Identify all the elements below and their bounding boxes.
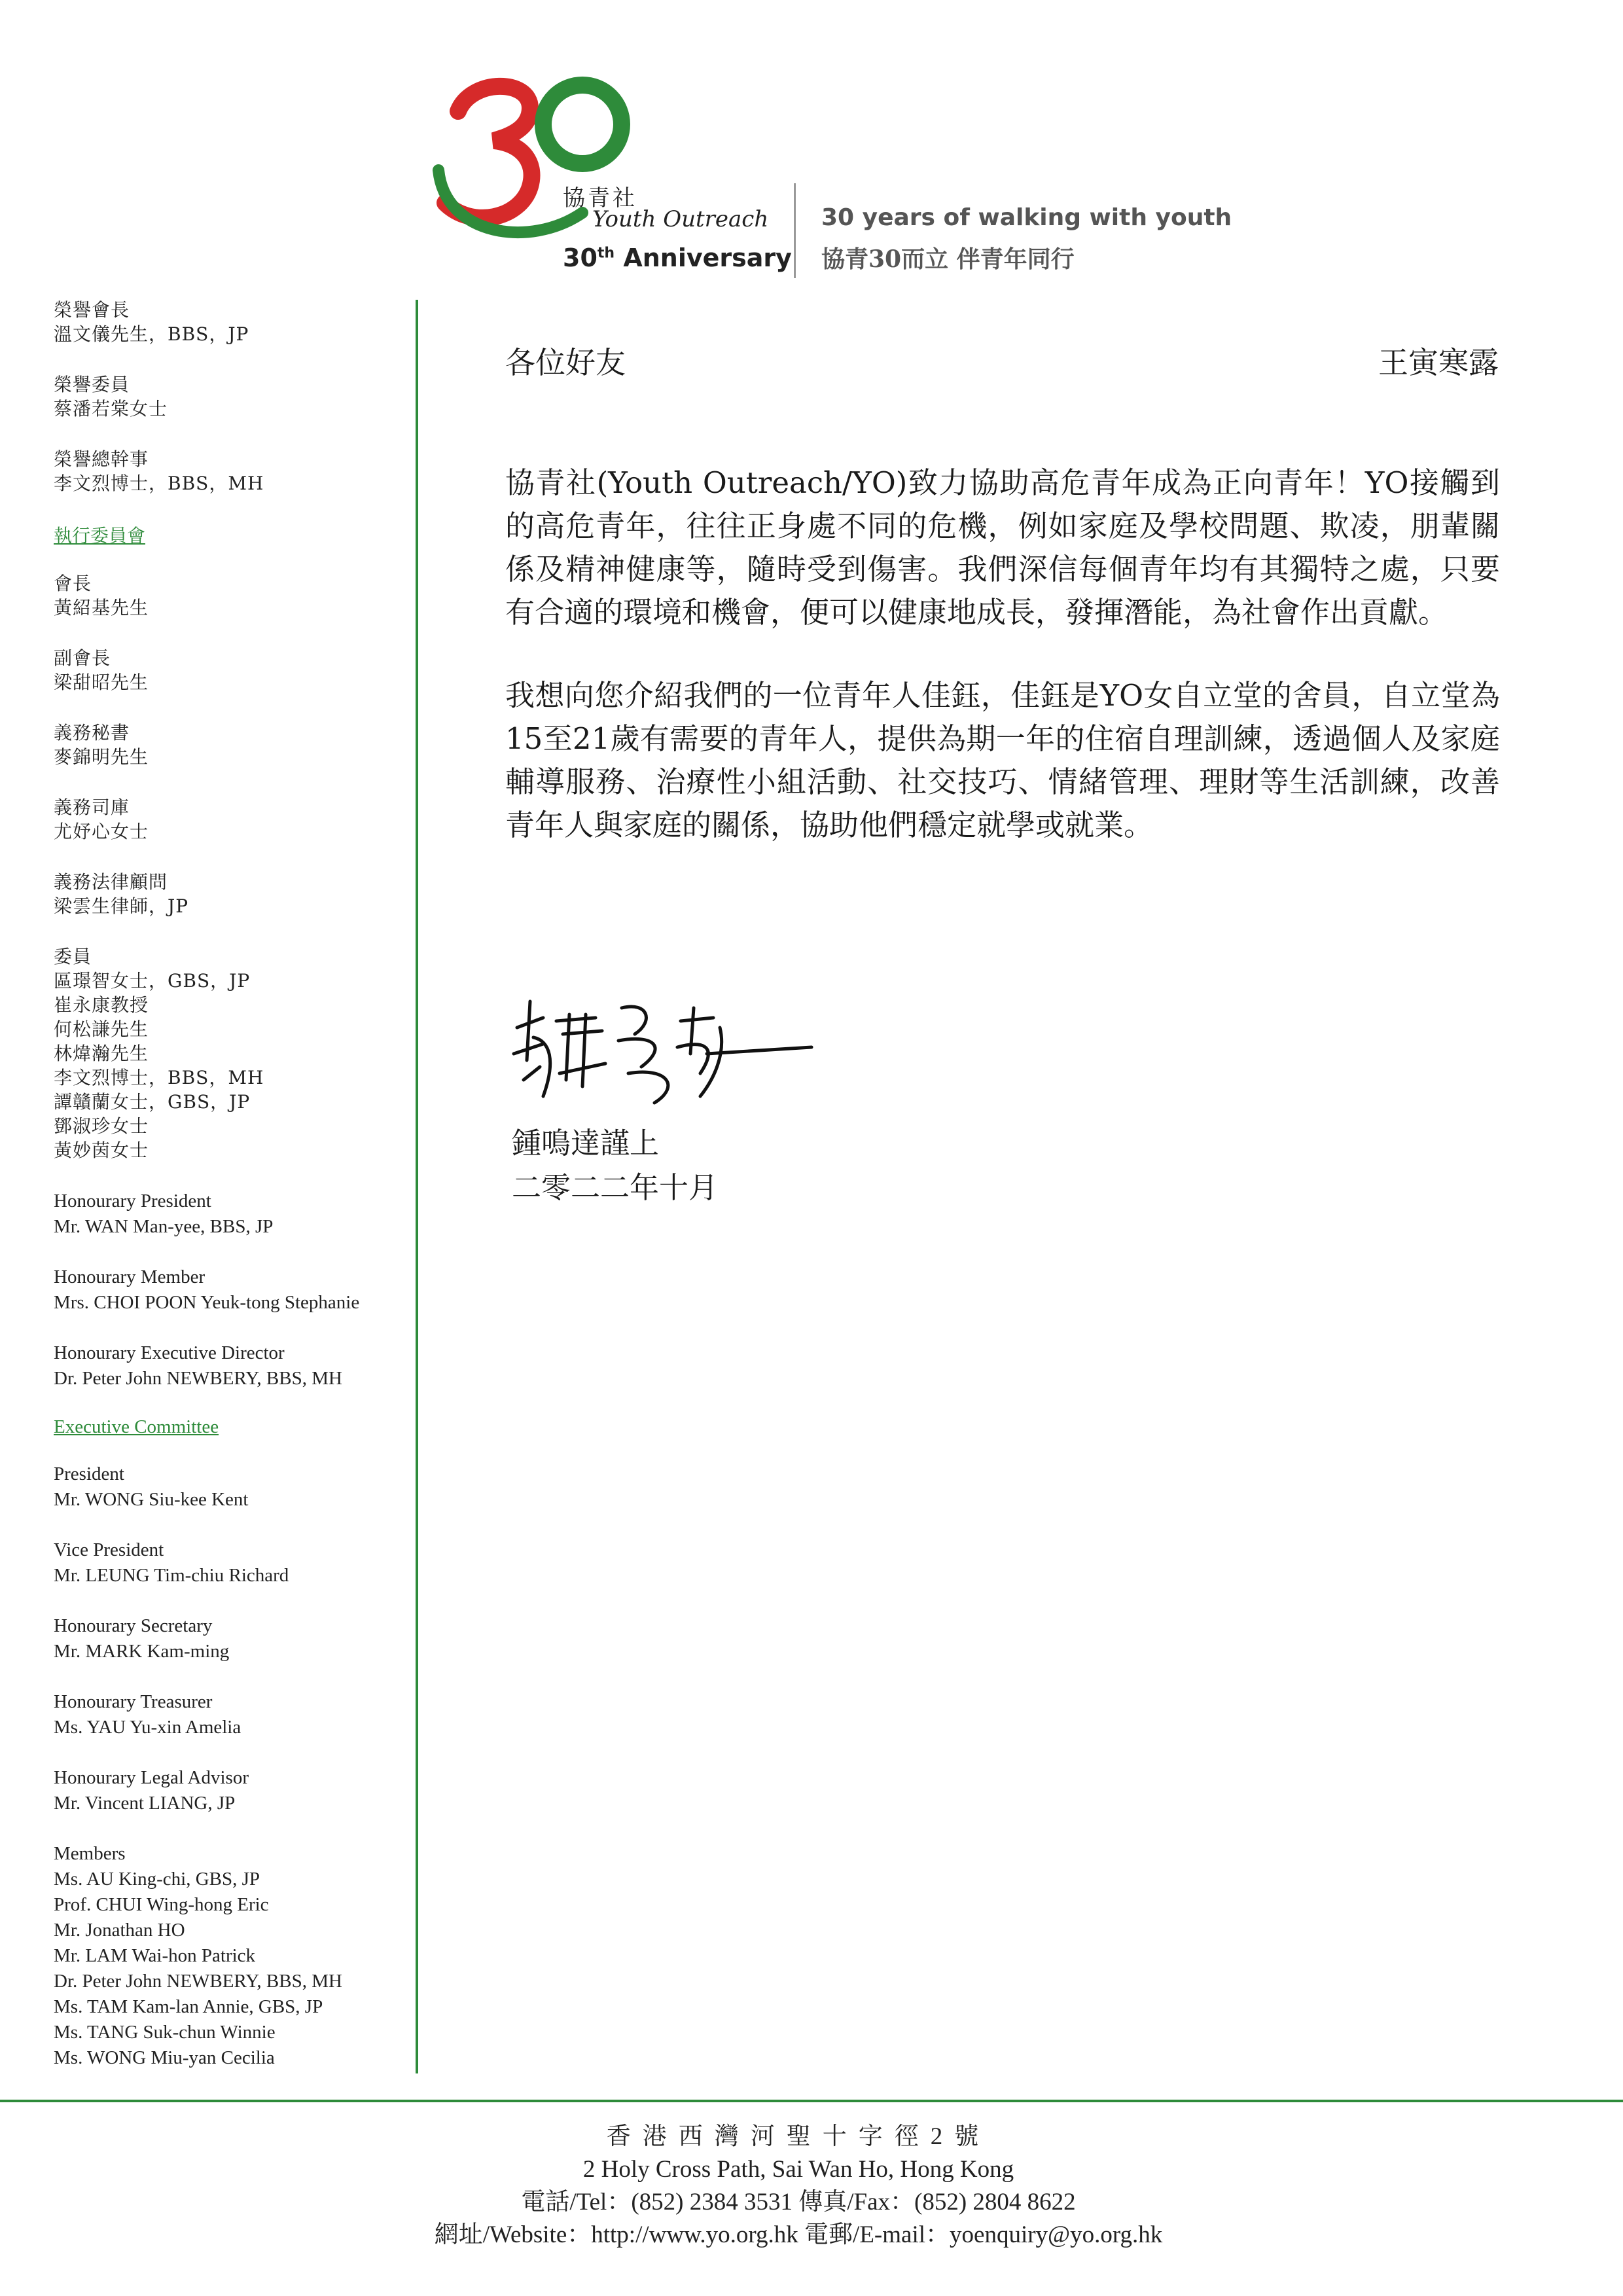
member-name: 溫文儀先生，BBS，JP <box>54 323 249 345</box>
role-group <box>54 795 407 844</box>
role-group <box>54 1265 407 1316</box>
member-name: 黃妙茵女士 <box>54 1139 149 1161</box>
anniversary-label <box>563 243 792 272</box>
member-name: 鄧淑珍女士 <box>54 1115 149 1137</box>
role-group <box>54 1689 407 1740</box>
member-name: Mrs. CHOI POON Yeuk-tong Stephanie <box>54 1292 360 1313</box>
role-group <box>54 1340 407 1391</box>
salutation: 各位好友 <box>505 345 626 380</box>
role-title: Honourary Member <box>54 1266 205 1287</box>
role-group <box>54 944 407 1162</box>
role-title: 委員 <box>54 946 92 967</box>
member-name: Ms. TAM Kam-lan Annie, GBS, JP <box>54 1996 323 2017</box>
logo-chinese-name: 協青社 <box>563 185 637 211</box>
role-group <box>54 1462 407 1513</box>
member-name: 區璟智女士，GBS，JP <box>54 970 251 992</box>
anniversary-logo <box>432 72 798 281</box>
member-name: 蔡潘若棠女士 <box>54 398 168 420</box>
member-name: 黃紹基先生 <box>54 597 149 619</box>
role-title: 副會長 <box>54 647 111 669</box>
member-name: 崔永康教授 <box>54 994 149 1016</box>
member-name: Mr. WAN Man-yee, BBS, JP <box>54 1216 274 1237</box>
body-paragraph: 協青社(Youth Outreach/YO)致力協助高危青年成為正向青年！YO接觸到的高危青年，往往正身處不同的危機，例如家庭及學校問題、欺凌，朋輩關係及精神健康等，隨時受到傷害。我們深信每個青年均有其獨特之處，只要有合適的環境和機會，便可以健康地成長，發揮潛能，為社會作出貢獻。 <box>505 465 1500 630</box>
member-name: 李文烈博士，BBS，MH <box>54 473 264 494</box>
role-title: 會長 <box>54 573 92 594</box>
member-name: 麥錦明先生 <box>54 746 149 768</box>
member-name: 梁雲生律師，JP <box>54 895 189 917</box>
member-name: 何松謙先生 <box>54 1018 149 1040</box>
member-name: Mr. WONG Siu-kee Kent <box>54 1489 249 1510</box>
role-group <box>54 721 407 769</box>
address-chinese: 香港西灣河聖十字徑2號 <box>606 2123 991 2150</box>
member-name: 李文烈博士，BBS，MH <box>54 1067 264 1088</box>
handwritten-signature <box>504 982 818 1113</box>
section-heading-en: Executive Committee <box>54 1416 219 1437</box>
header-divider <box>794 183 796 278</box>
member-name: 尤妤心女士 <box>54 821 149 842</box>
member-name: Mr. MARK Kam-ming <box>54 1641 230 1662</box>
role-group <box>54 571 407 620</box>
role-title: Honourary Treasurer <box>54 1691 213 1712</box>
lunar-date: 王寅寒露 <box>1378 345 1499 380</box>
tel-fax: 電話/Tel：(852) 2384 3531 傳真/Fax：(852) 2804 8622 <box>521 2189 1076 2215</box>
role-group <box>54 1537 407 1588</box>
role-title: 榮譽委員 <box>54 374 130 395</box>
member-name: Prof. CHUI Wing-hong Eric <box>54 1894 269 1915</box>
member-name: Mr. Jonathan HO <box>54 1920 185 1941</box>
role-group <box>54 298 407 346</box>
member-name: Mr. Vincent LIANG, JP <box>54 1793 236 1814</box>
footer-contact <box>0 2121 1597 2251</box>
member-name: Dr. Peter John NEWBERY, BBS, MH <box>54 1368 342 1389</box>
role-title: President <box>54 1463 124 1484</box>
role-group <box>54 1189 407 1240</box>
tagline-english: 30 years of walking with youth <box>821 204 1232 231</box>
member-name: Ms. YAU Yu-xin Amelia <box>54 1717 241 1738</box>
committee-english <box>54 1189 407 2071</box>
role-title: Members <box>54 1843 126 1864</box>
footer-divider <box>0 2100 1623 2102</box>
role-group <box>54 372 407 421</box>
role-title: 義務法律顧問 <box>54 871 168 893</box>
role-title: Honourary Executive Director <box>54 1342 285 1363</box>
sign-date: 二零二二年十月 <box>512 1170 719 1205</box>
anniversary-word: Anniversary <box>623 243 792 272</box>
anniversary-suffix: th <box>597 245 615 262</box>
signer-name: 鍾鳴達謹上 <box>512 1126 660 1160</box>
anniversary-number: 30 <box>563 243 597 272</box>
role-group <box>54 646 407 694</box>
role-group <box>54 447 407 495</box>
member-name: 林煒瀚先生 <box>54 1043 149 1064</box>
member-name: 譚贛蘭女士，GBS，JP <box>54 1091 251 1113</box>
role-group <box>54 1841 407 2071</box>
website-email: 網址/Website：http://www.yo.org.hk 電郵/E-mail：yoenquiry@yo.org.hk <box>434 2221 1163 2248</box>
role-title: Honourary President <box>54 1191 211 1211</box>
committee-sidebar <box>54 298 407 2096</box>
role-title: Vice President <box>54 1539 164 1560</box>
role-group <box>54 1613 407 1664</box>
tagline-chinese: 協青30而立 伴青年同行 <box>821 245 1075 273</box>
role-title: 義務秘書 <box>54 722 130 744</box>
member-name: Ms. AU King-chi, GBS, JP <box>54 1869 260 1890</box>
role-title: Honourary Secretary <box>54 1615 213 1636</box>
logo-english-name: Youth Outreach <box>592 206 769 232</box>
section-heading-zh: 執行委員會 <box>54 525 146 547</box>
role-group <box>54 1765 407 1816</box>
member-name: Dr. Peter John NEWBERY, BBS, MH <box>54 1971 342 1992</box>
member-name: 梁甜昭先生 <box>54 672 149 693</box>
address-english: 2 Holy Cross Path, Sai Wan Ho, Hong Kong <box>582 2156 1014 2183</box>
member-name: Ms. WONG Miu-yan Cecilia <box>54 2047 275 2068</box>
member-name: Mr. LAM Wai-hon Patrick <box>54 1945 256 1966</box>
role-title: 義務司庫 <box>54 797 130 818</box>
role-title: Honourary Legal Advisor <box>54 1767 249 1788</box>
role-title: 榮譽會長 <box>54 299 130 321</box>
body-paragraph: 我想向您介紹我們的一位青年人佳鈺，佳鈺是YO女自立堂的舍員，自立堂為15至21歲有需要的青年人，提供為期一年的住宿自理訓練，透過個人及家庭輔導服務、治療性小組活動、社交技巧、情緒管理、理財等生活訓練，改善青年人與家庭的關係，協助他們穩定就學或就業。 <box>505 678 1500 842</box>
sidebar-divider <box>416 300 418 2073</box>
member-name: Ms. TANG Suk-chun Winnie <box>54 2022 276 2043</box>
member-name: Mr. LEUNG Tim-chiu Richard <box>54 1565 289 1586</box>
role-title: 榮譽總幹事 <box>54 448 149 470</box>
role-group <box>54 870 407 918</box>
